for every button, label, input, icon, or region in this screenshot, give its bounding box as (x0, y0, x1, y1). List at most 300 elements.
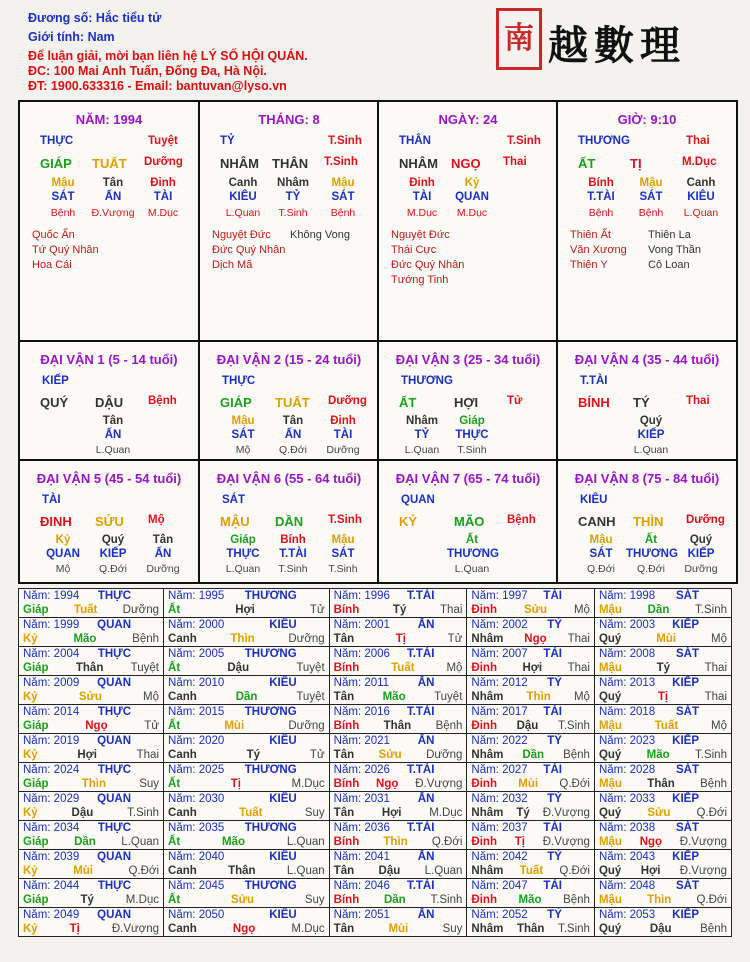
year-cell (164, 850, 330, 879)
year-phase: M.Dục (429, 807, 463, 819)
dai-van-title: ĐẠI VẬN 2 (15 - 24 tuổi) (216, 352, 362, 367)
year-phase: Thai (704, 662, 727, 674)
year-stem: Giáp (23, 836, 49, 848)
hidden-phase: T.Sinh (328, 563, 358, 575)
year-label: Năm: 2002 (471, 619, 528, 631)
dai-van-phase: Bệnh (507, 514, 536, 526)
year-stem: Bính (333, 836, 360, 848)
year-phase: T.Sinh (695, 604, 727, 616)
year-phase: Mộ (573, 691, 590, 703)
year-stem: Đinh (471, 836, 497, 848)
hidden-star: TÀI (333, 429, 353, 441)
pillar-branch: THÂN (272, 156, 309, 171)
year-phase: Dưỡng (288, 720, 325, 732)
year-stem: Ất (168, 720, 181, 732)
year-stem: Quý (598, 691, 622, 703)
year-cell (19, 763, 164, 792)
year-branch: Tuất (239, 807, 263, 819)
hidden-star: THƯƠNG (447, 548, 499, 560)
hidden-phase: L.Quan (633, 444, 669, 456)
year-stem: Canh (168, 807, 197, 819)
year-cell (329, 763, 467, 792)
year-branch: Dần (522, 749, 545, 761)
year-phase: Q.Đới (559, 865, 590, 877)
year-star: TÀI (543, 648, 562, 660)
year-cell (594, 879, 731, 908)
year-stem: Mậu (598, 894, 622, 906)
year-branch: Tý (246, 749, 261, 761)
year-branch: Hợi (235, 604, 255, 616)
year-stem: Ất (168, 604, 181, 616)
hidden-star: TÀI (153, 191, 173, 203)
year-cell (467, 705, 595, 734)
year-stem: Kỷ (23, 923, 38, 935)
year-star: THƯƠNG (244, 706, 297, 718)
year-star: THƯƠNG (244, 880, 297, 892)
year-cell (594, 589, 731, 618)
year-label: Năm: 2021 (333, 735, 390, 747)
year-stem: Kỷ (23, 749, 38, 761)
hidden-stem: Mậu (331, 177, 355, 189)
hidden-stem: Đinh (150, 177, 176, 189)
year-branch: Dần (383, 894, 406, 906)
year-label: Năm: 2034 (23, 822, 80, 834)
hidden-stem: Quý (689, 534, 713, 546)
year-stem: Kỷ (23, 633, 38, 645)
year-star: THƯƠNG (244, 764, 297, 776)
year-phase: Q.Đới (431, 836, 463, 848)
pillar-stem: ẤT (578, 156, 596, 171)
hidden-phase: Dưỡng (684, 563, 718, 575)
year-branch: Dần (74, 836, 96, 848)
year-phase: Tử (144, 720, 160, 732)
year-stem: Tân (333, 749, 355, 761)
annual-table (18, 588, 732, 937)
year-star: TỶ (547, 677, 562, 689)
dai-van-stem: MẬU (220, 514, 250, 529)
dai-van-2 (200, 342, 378, 459)
year-branch: Sửu (378, 749, 402, 761)
year-row (19, 908, 732, 937)
year-phase: Dưỡng (426, 749, 463, 761)
year-label: Năm: 2022 (471, 735, 528, 747)
pillar-branch: TUẤT (92, 156, 127, 171)
hidden-stem: Tân (102, 177, 124, 189)
hidden-stem: Đinh (409, 177, 435, 189)
year-label: Năm: 2031 (333, 793, 390, 805)
year-cell (164, 676, 330, 705)
year-branch: Sửu (230, 894, 255, 906)
year-star: KIÊU (269, 909, 297, 921)
pillar-title: GIỜ: 9:10 (617, 112, 677, 127)
year-stem: Canh (168, 633, 197, 645)
year-branch: Sửu (523, 604, 547, 616)
year-stem: Quý (598, 633, 622, 645)
hidden-star: SÁT (331, 191, 355, 203)
year-label: Năm: 2039 (23, 851, 80, 863)
year-cell (164, 734, 330, 763)
year-star: ẤN (417, 851, 435, 863)
year-cell (594, 705, 731, 734)
hidden-stem: Đinh (330, 415, 356, 427)
year-label: Năm: 2020 (168, 735, 225, 747)
hidden-phase: L.Quan (683, 207, 719, 219)
year-stem: Nhâm (471, 807, 504, 819)
year-stem: Đinh (471, 894, 497, 906)
year-stem: Bính (333, 720, 360, 732)
year-label: Năm: 2025 (168, 764, 225, 776)
year-star: TỶ (547, 619, 562, 631)
dai-van-branch: TÝ (633, 395, 650, 410)
hidden-star: THỰC (226, 548, 260, 560)
year-star: ẤN (417, 909, 435, 921)
year-stem: Tân (333, 865, 355, 877)
hidden-phase: L.Quan (225, 207, 261, 219)
year-phase: L.Quan (424, 865, 463, 877)
year-cell (467, 763, 595, 792)
year-branch: Sửu (78, 691, 102, 703)
dai-van-stem: QUÝ (40, 395, 69, 410)
year-stem: Ất (168, 662, 181, 674)
pillar-phase: Thai (503, 156, 527, 168)
year-stem: Giáp (23, 604, 49, 616)
year-row (19, 821, 732, 850)
year-star: KIẾP (672, 793, 699, 805)
dai-van-5 (20, 461, 198, 578)
year-branch: Tị (395, 633, 407, 645)
year-branch: Thìn (81, 778, 107, 790)
year-star: T.TÀI (406, 590, 435, 602)
year-star: QUAN (97, 851, 132, 863)
year-branch: Mùi (656, 633, 677, 645)
year-cell (467, 850, 595, 879)
year-phase: Đ.Vượng (679, 836, 727, 848)
year-star: TÀI (543, 822, 562, 834)
year-label: Năm: 1995 (168, 590, 225, 602)
hidden-phase: Q.Đới (587, 563, 615, 575)
year-label: Năm: 2019 (23, 735, 80, 747)
year-stem: Nhâm (471, 749, 504, 761)
hidden-phase: T.Sinh (278, 563, 308, 575)
year-cell (164, 618, 330, 647)
dai-van-branch: THÌN (633, 514, 664, 529)
year-label: Năm: 2044 (23, 880, 80, 892)
year-phase: Thai (567, 662, 590, 674)
year-cell (164, 821, 330, 850)
hidden-star: THƯƠNG (626, 548, 678, 560)
year-label: Năm: 2017 (471, 706, 528, 718)
year-cell (467, 734, 595, 763)
year-star: QUAN (97, 677, 132, 689)
year-branch: Ngọ (85, 720, 108, 732)
year-stem: Kỷ (23, 807, 38, 819)
year-cell (19, 676, 164, 705)
year-star: QUAN (97, 735, 132, 747)
hidden-stem: Mậu (231, 415, 255, 427)
year-label: Năm: 2035 (168, 822, 225, 834)
year-branch: Ngọ (376, 778, 399, 790)
year-phase: Đ.Vượng (111, 923, 160, 935)
year-cell (329, 676, 467, 705)
dai-van-phase: Thai (686, 395, 710, 407)
year-label: Năm: 2038 (598, 822, 656, 834)
year-phase: L.Quan (286, 836, 325, 848)
pillar-star: THÂN (399, 135, 431, 147)
year-star: TỶ (547, 909, 562, 921)
year-branch: Dần (647, 604, 670, 616)
year-branch: Thìn (230, 633, 255, 645)
year-branch: Tị (657, 691, 669, 703)
dai-van-stem: ĐINH (40, 514, 72, 529)
shensha: Thiên Ất (570, 229, 611, 241)
brand-logo (492, 6, 742, 74)
year-stem: Tân (333, 807, 355, 819)
hidden-star: KIÊU (229, 191, 257, 203)
shensha: Nguyệt Đức (212, 229, 271, 241)
hidden-stem: Tân (282, 415, 304, 427)
dai-van-stem: BÍNH (578, 395, 610, 410)
year-star: SÁT (676, 706, 699, 718)
chart-grid (18, 100, 738, 584)
hidden-stem: Quý (639, 415, 663, 427)
year-branch: Tuất (654, 720, 679, 732)
year-branch: Tuất (519, 865, 544, 877)
hidden-stem: Nhâm (406, 415, 438, 427)
year-star: KIẾP (672, 735, 699, 747)
year-star: THỰC (97, 706, 132, 718)
year-branch: Mão (518, 894, 542, 906)
year-star: TÀI (543, 764, 562, 776)
year-phase: Q.Đới (559, 778, 590, 790)
shensha: Thái Cực (391, 244, 437, 256)
year-star: THƯƠNG (244, 648, 297, 660)
year-branch: Hợi (77, 749, 98, 761)
year-branch: Mão (222, 836, 246, 848)
dai-van-branch: TUẤT (275, 395, 310, 410)
year-star: ẤN (417, 677, 435, 689)
year-label: Năm: 2053 (598, 909, 656, 921)
dai-van-branch: HỢI (454, 395, 479, 410)
logo-text: 越數理 (548, 22, 686, 69)
year-cell (467, 821, 595, 850)
hidden-phase: T.Sinh (278, 207, 308, 219)
year-stem: Đinh (471, 662, 497, 674)
dai-van-star: THƯƠNG (401, 375, 453, 387)
year-stem: Nhâm (471, 633, 504, 645)
year-stem: Kỷ (23, 691, 38, 703)
year-row (19, 850, 732, 879)
hidden-phase: Bệnh (330, 207, 356, 219)
hidden-stem: Mậu (51, 177, 75, 189)
hidden-phase: Mộ (55, 563, 71, 575)
year-branch: Ngọ (232, 923, 256, 935)
year-phase: M.Dục (125, 894, 160, 906)
hidden-star: QUAN (455, 191, 489, 203)
year-branch: Tị (230, 778, 241, 790)
dai-van-phase: Dưỡng (328, 395, 367, 407)
owner-name: Đương số: Hắc tiểu tử (28, 11, 162, 25)
year-label: Năm: 1996 (333, 590, 390, 602)
year-cell (467, 589, 595, 618)
year-label: Năm: 2005 (168, 648, 225, 660)
year-stem: Đinh (471, 778, 497, 790)
shensha: Đức Quý Nhân (391, 259, 465, 271)
hidden-phase: L.Quan (454, 563, 490, 575)
year-cell (164, 589, 330, 618)
year-label: Năm: 2041 (333, 851, 390, 863)
hidden-phase: L.Quan (95, 444, 131, 456)
pillar-phase: T.Sinh (324, 156, 358, 168)
year-phase: T.Sinh (557, 720, 590, 732)
hidden-star: QUAN (46, 548, 80, 560)
year-phase: Đ.Vượng (542, 807, 590, 819)
year-branch: Dần (235, 691, 258, 703)
hidden-stem: Quý (101, 534, 125, 546)
hidden-stem: Kỷ (55, 534, 71, 546)
year-label: Năm: 2001 (333, 619, 390, 631)
year-label: Năm: 2030 (168, 793, 225, 805)
year-label: Năm: 2018 (598, 706, 656, 718)
hidden-stem: Kỷ (464, 177, 480, 189)
year-cell (467, 618, 595, 647)
hidden-stem: Giáp (459, 415, 485, 427)
dai-van-4 (558, 342, 736, 459)
year-stem: Mậu (598, 836, 622, 848)
year-label: Năm: 2011 (333, 677, 390, 689)
year-row (19, 676, 732, 705)
year-branch: Thân (647, 778, 675, 790)
contact-phone-email: ĐT: 1900.633316 - Email: bantuvan@lyso.vn (28, 79, 287, 93)
year-label: Năm: 2003 (598, 619, 656, 631)
hidden-phase: M.Dục (456, 207, 488, 219)
hidden-star: ẤN (284, 429, 302, 441)
logo-seal: 南 (496, 8, 542, 70)
year-label: Năm: 2024 (23, 764, 80, 776)
year-label: Năm: 2012 (471, 677, 528, 689)
hidden-stem: Nhâm (277, 177, 309, 189)
dai-van-title: ĐẠI VẬN 7 (65 - 74 tuổi) (395, 471, 541, 486)
year-cell (467, 647, 595, 676)
year-cell (594, 763, 731, 792)
dai-van-branch: DẦN (275, 514, 304, 529)
year-stem: Nhâm (471, 923, 504, 935)
year-label: Năm: 2033 (598, 793, 656, 805)
year-cell (329, 647, 467, 676)
hidden-stem: Giáp (230, 534, 256, 546)
year-stem: Ất (168, 778, 181, 790)
year-cell (329, 792, 467, 821)
year-star: ẤN (417, 793, 435, 805)
year-stem: Mậu (598, 778, 622, 790)
year-branch: Tuất (73, 604, 98, 616)
year-phase: Đ.Vượng (542, 836, 590, 848)
shensha: Nguyệt Đức (391, 229, 450, 241)
year-stem: Canh (168, 749, 197, 761)
hidden-stem: Tân (102, 415, 124, 427)
year-cell (164, 647, 330, 676)
year-star: THỰC (97, 880, 132, 892)
year-cell (329, 879, 467, 908)
dai-van-phase: Tử (507, 395, 523, 407)
pillar-2 (379, 102, 557, 340)
year-phase: Mộ (711, 720, 727, 732)
year-phase: Bệnh (700, 923, 727, 935)
year-phase: Dưỡng (288, 633, 325, 645)
year-stem: Nhâm (471, 865, 504, 877)
pillar-star: THƯƠNG (578, 135, 630, 147)
year-row (19, 792, 732, 821)
shensha: Thiên La (648, 229, 691, 241)
year-branch: Dậu (71, 807, 94, 819)
year-label: Năm: 2007 (471, 648, 528, 660)
shensha: Thiên Y (570, 259, 608, 271)
hidden-phase: Bệnh (638, 207, 664, 219)
dai-van-star: T.TÀI (580, 375, 608, 387)
year-cell (467, 676, 595, 705)
year-branch: Thân (516, 923, 545, 935)
year-star: T.TÀI (406, 706, 435, 718)
dai-van-6 (200, 461, 378, 578)
year-star: SÁT (676, 764, 699, 776)
year-label: Năm: 2032 (471, 793, 528, 805)
year-phase: T.Sinh (430, 894, 463, 906)
year-cell (594, 850, 731, 879)
year-star: SÁT (676, 822, 699, 834)
dai-van-title: ĐẠI VẬN 8 (75 - 84 tuổi) (574, 471, 720, 486)
hidden-phase: L.Quan (404, 444, 440, 456)
year-stem: Tân (333, 633, 355, 645)
year-star: QUAN (97, 619, 132, 631)
year-stem: Kỷ (23, 865, 38, 877)
year-branch: Sửu (647, 807, 671, 819)
year-star: TÀI (543, 706, 562, 718)
year-stem: Đinh (471, 720, 497, 732)
hidden-star: SÁT (639, 191, 663, 203)
year-stem: Quý (598, 749, 622, 761)
hidden-star: KIẾP (99, 548, 127, 560)
year-cell (164, 792, 330, 821)
year-stem: Canh (168, 865, 197, 877)
year-star: KIÊU (269, 793, 297, 805)
year-phase: Suy (442, 923, 463, 935)
hidden-phase: Mộ (235, 444, 251, 456)
year-cell (19, 908, 164, 937)
year-label: Năm: 1994 (23, 590, 80, 602)
year-star: T.TÀI (406, 764, 435, 776)
year-branch: Tý (516, 807, 530, 819)
hidden-star: TỶ (285, 191, 301, 203)
year-phase: Bệnh (563, 894, 590, 906)
shensha: Tướng Tinh (391, 274, 449, 286)
year-star: ẤN (417, 735, 435, 747)
year-branch: Dậu (378, 865, 401, 877)
shensha: Vong Thần (648, 244, 702, 256)
hidden-phase: Dưỡng (146, 563, 180, 575)
year-stem: Tân (333, 923, 355, 935)
hidden-star: ẤN (104, 429, 122, 441)
year-phase: T.Sinh (557, 923, 590, 935)
year-stem: Ất (168, 836, 181, 848)
hidden-star: T.TÀI (279, 548, 307, 560)
hidden-phase: T.Sinh (457, 444, 487, 456)
year-label: Năm: 2014 (23, 706, 80, 718)
dai-van-8 (558, 461, 736, 578)
year-cell (164, 879, 330, 908)
year-star: TỶ (547, 851, 562, 863)
hidden-phase: M.Dục (147, 207, 179, 219)
pillar-0 (20, 102, 198, 340)
year-label: Năm: 2015 (168, 706, 225, 718)
